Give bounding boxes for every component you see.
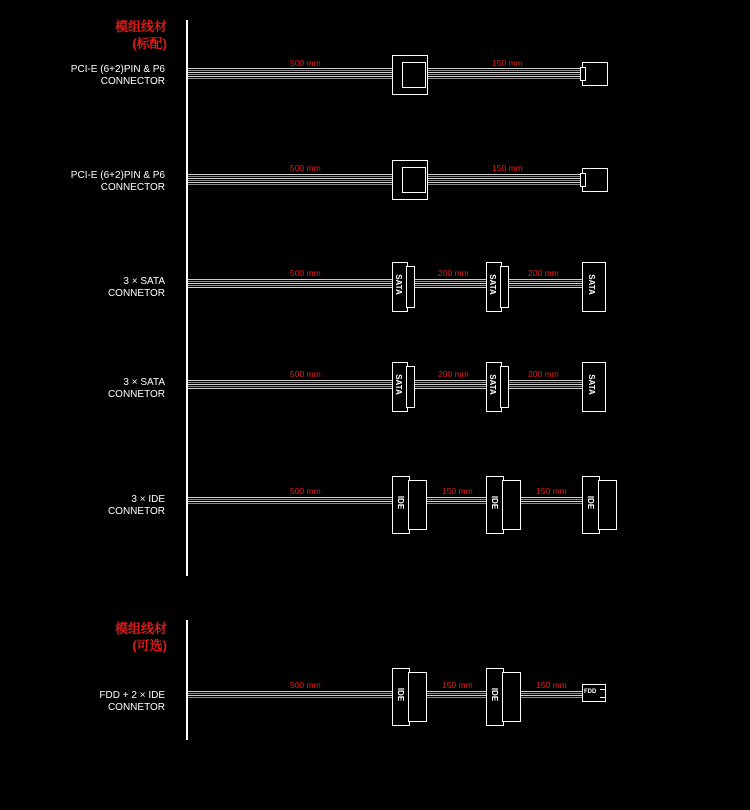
wire-bundle [428,174,582,186]
ide-label: IDE [396,687,406,702]
standard-section-title [7,18,167,52]
length-label: 150 mm [442,486,473,496]
ide-label: IDE [396,495,406,510]
sata-label: SATA [487,274,497,295]
sata-label: SATA [393,374,403,395]
optional-section-title [7,620,167,654]
length-label: 500 mm [290,58,321,68]
cable-label [108,377,165,401]
fdd-pin [600,697,606,698]
cable-label-line2: CONNETOR [107,389,165,400]
length-label: 500 mm [290,680,321,690]
length-label: 500 mm [290,268,321,278]
sata-label: SATA [586,274,596,295]
cable-label [71,170,165,194]
ide-connector-body [502,480,521,530]
cable-label [99,690,165,714]
cable-label-line2: CONNETOR [107,702,165,713]
cable-label-line1: PCI-E (6+2)PIN & P6 [70,170,165,181]
p6-connector-clip [580,67,586,81]
wire-bundle [188,174,393,186]
length-label: 500 mm [290,163,321,173]
length-label: 200 mm [438,369,469,379]
wire-bundle [509,279,584,291]
cable-label [108,494,165,518]
ide-connector-body [598,480,617,530]
sata-label: SATA [487,374,497,395]
length-label: 150 mm [536,486,567,496]
length-label: 200 mm [528,369,559,379]
ide-connector-body [502,672,521,722]
cable-label-line1: 3 × SATA [123,377,165,388]
wire-bundle [188,279,393,291]
cable-label-line1: FDD + 2 × IDE [99,690,165,701]
wire-bundle [521,691,583,703]
length-label: 150 mm [492,58,523,68]
wire-bundle [428,68,582,80]
fdd-pin [600,689,606,690]
cable-label-line1: 3 × IDE [131,494,165,505]
cable-label-line2: CONNECTOR [100,76,165,87]
wire-bundle [188,691,393,703]
sata-connector-body [406,266,415,308]
ide-connector-body [408,480,427,530]
sata-label: SATA [393,274,403,295]
length-label: 200 mm [528,268,559,278]
cable-label [71,64,165,88]
pcie-connector-latch [402,167,426,193]
ide-label: IDE [490,687,500,702]
length-label: 200 mm [438,268,469,278]
wire-bundle [188,497,393,509]
wire-bundle [188,68,393,80]
wire-bundle [427,497,487,509]
optional-divider [186,620,188,740]
standard-title-line1: 模组线材 [114,19,167,34]
ide-connector-body [408,672,427,722]
cable-label-line1: PCI-E (6+2)PIN & P6 [70,64,165,75]
length-label: 150 mm [442,680,473,690]
fdd-label: FDD [584,689,597,695]
cable-label-line1: 3 × SATA [123,276,165,287]
cable-label-line2: CONNECTOR [100,182,165,193]
length-label: 150 mm [536,680,567,690]
ide-label: IDE [586,495,596,510]
wire-bundle [415,380,487,392]
wire-bundle [427,691,487,703]
wire-bundle [415,279,487,291]
standard-title-line2: (标配) [132,36,167,51]
wire-bundle [188,380,393,392]
cable-label [108,276,165,300]
standard-divider [186,20,188,576]
optional-title-line1: 模组线材 [114,621,167,636]
length-label: 500 mm [290,369,321,379]
ide-label: IDE [490,495,500,510]
pcie-connector-latch [402,62,426,88]
sata-connector-body [406,366,415,408]
sata-label: SATA [586,374,596,395]
sata-connector-body [500,366,509,408]
optional-title-line2: (可选) [132,638,167,653]
wire-bundle [521,497,583,509]
cable-label-line2: CONNETOR [107,506,165,517]
length-label: 500 mm [290,486,321,496]
cable-label-line2: CONNETOR [107,288,165,299]
sata-connector-body [500,266,509,308]
p6-connector-clip [580,173,586,187]
length-label: 150 mm [492,163,523,173]
wire-bundle [509,380,584,392]
